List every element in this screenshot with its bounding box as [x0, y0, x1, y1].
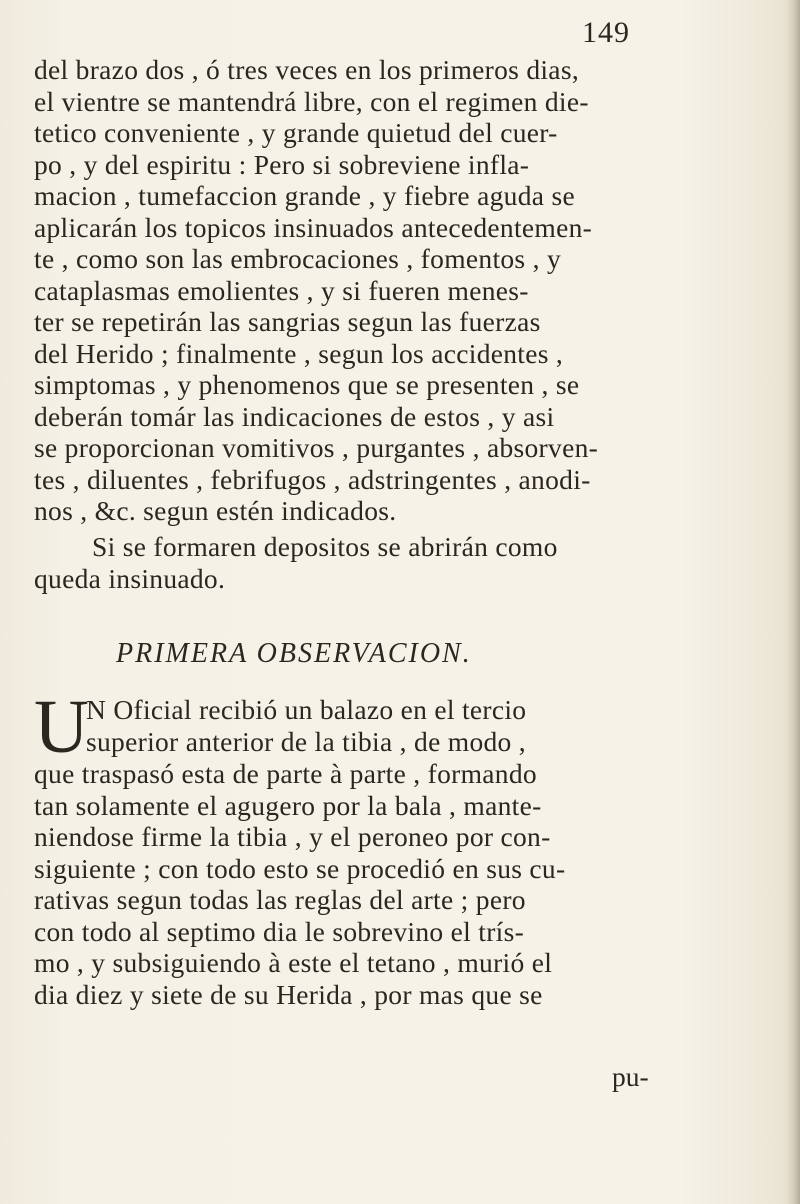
paragraph-2: [34, 531, 558, 594]
text-line: rativas segun todas las reglas del arte ; pero: [34, 884, 526, 915]
text-line: N Oficial recibió un balazo en el tercio: [86, 694, 527, 725]
text-line: mo , y subsiguiendo à este el tetano , murió el: [34, 947, 553, 978]
text-line: niendose firme la tibia , y el peroneo por con-: [34, 821, 551, 852]
text-line: deberán tomár las indicaciones de estos , y asi: [34, 400, 555, 432]
text-line: superior anterior de la tibia , de modo ,: [86, 725, 526, 757]
catchword: pu-: [612, 1061, 649, 1092]
text-line: del Herido ; finalmente , segun los accidentes ,: [34, 337, 564, 369]
text-line: tan solamente el agugero por la bala , mante-: [34, 789, 542, 821]
drop-cap: U: [34, 685, 90, 769]
text-line: dia diez y siete de su Herida , por mas que se: [34, 978, 543, 1010]
text-line: po , y del espiritu : Pero si sobreviene infla-: [34, 148, 530, 180]
text-line: el vientre se mantendrá libre, con el regimen die-: [34, 85, 589, 117]
text-line: se proporcionan vomitivos , purgantes , absorven-: [34, 432, 599, 463]
text-line: queda insinuado.: [34, 562, 226, 594]
text-line: cataplasmas emolientes , y si fueren menes-: [34, 274, 529, 306]
text-line: siguiente ; con todo esto se procedió en sus cu-: [34, 852, 566, 884]
text-line: Si se formaren depositos se abrirán como: [92, 531, 558, 562]
text-line: tes , diluentes , febrifugos , adstringentes , anodi-: [34, 463, 591, 495]
page-edge-shadow: [786, 0, 800, 1204]
text-line: nos , &c. segun estén indicados.: [34, 495, 397, 526]
paragraph-3: [34, 685, 566, 1010]
text-line: que traspasó esta de parte à parte , formando: [34, 758, 537, 789]
text-line: macion , tumefaccion grande , y fiebre aguda se: [34, 180, 575, 211]
text-line: aplicarán los topicos insinuados antecedentemen-: [34, 211, 593, 243]
text-line: con todo al septimo dia le sobrevino el trís-: [34, 915, 525, 947]
section-heading: PRIMERA OBSERVACION.: [116, 638, 472, 669]
text-line: simptomas , y phenomenos que se presenten , se: [34, 369, 580, 400]
page-number: 149: [582, 16, 630, 49]
text-line: ter se repetirán las sangrias segun las fuerzas: [34, 306, 541, 337]
text-line: tetico conveniente , y grande quietud del cuer-: [34, 117, 558, 148]
text-line: del brazo dos , ó tres veces en los primeros dias,: [34, 54, 579, 85]
text-line: te , como son las embrocaciones , fomentos , y: [34, 243, 562, 274]
paragraph-1: [34, 54, 598, 527]
